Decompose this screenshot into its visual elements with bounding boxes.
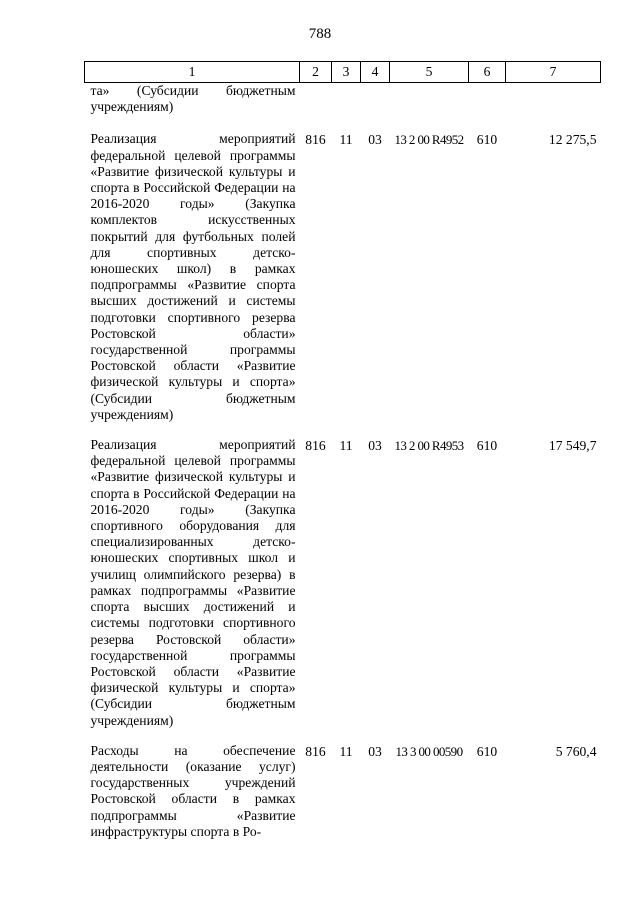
row-section-code: 11 — [339, 132, 353, 148]
row-amount: 12 275,5 — [548, 132, 597, 148]
row-target-article: 13 2 00 R4953 — [394, 438, 464, 454]
row-amount — [506, 83, 601, 132]
row-description: Расходы на обеспечение деятельности (оказание услуг) государственных учреждений Ростовской области в рамках подпрограммы «Развитие инфраструктуры спорта в Ро- — [90, 742, 296, 839]
row-ministry-code: 816 — [305, 438, 326, 454]
table-row — [85, 437, 601, 743]
row-expense-type: 610 — [476, 743, 498, 759]
row-target-article: 13 3 00 00590 — [395, 743, 463, 759]
row-description: Реализация мероприятий федеральной целевой программы «Развитие физической культуры и спорта в Российской Федерации на 2016-2020 годы» (Закупка комплектов искусственных покрытий для футбольных полей для спортивных детско-юношеских школ) в рамках подпрограммы «Развитие спорта высших достижений и системы подготовки спортивного резерва Ростовской области» государственной программы Ростовской области «Развитие физической культуры и спорта» (Субсидии бюджетным учреждениям) — [90, 131, 296, 422]
column-header-2: 2 — [300, 62, 332, 83]
table-row — [85, 131, 601, 437]
row-expense-type: 610 — [476, 132, 498, 148]
header-row — [85, 62, 601, 83]
column-header-4: 4 — [361, 62, 390, 83]
row-section-code: 11 — [339, 743, 353, 759]
row-expense-type: 610 — [476, 438, 498, 454]
row-subsection-code — [361, 83, 390, 132]
column-header-6: 6 — [469, 62, 506, 83]
table-row — [85, 743, 601, 840]
row-section-code: 11 — [339, 438, 353, 454]
row-ministry-code: 816 — [305, 132, 326, 148]
row-subsection-code: 03 — [368, 132, 382, 148]
row-subsection-code: 03 — [368, 438, 382, 454]
row-expense-type — [469, 83, 506, 132]
table-row — [85, 83, 601, 132]
page-number: 788 — [308, 26, 332, 42]
column-header-7: 7 — [506, 62, 601, 83]
row-ministry-code — [300, 83, 332, 132]
row-amount: 17 549,7 — [548, 438, 597, 454]
row-ministry-code: 816 — [305, 743, 326, 759]
column-header-5: 5 — [390, 62, 469, 83]
row-description: та» (Субсидии бюджетным учреждениям) — [90, 83, 296, 115]
row-amount: 5 760,4 — [555, 743, 597, 759]
row-description: Реализация мероприятий федеральной целевой программы «Развитие физической культуры и спорта в Российской Федерации на 2016-2020 годы» (Закупка спортивного оборудования для специализированных детско-юношеских спортивных школ и училищ олимпийского резерва) в рамках подпрограммы «Развитие спорта высших достижений и системы подготовки спортивного резерва Ростовской области» государственной программы Ростовской области «Развитие физической культуры и спорта» (Субсидии бюджетным учреждениям) — [90, 437, 296, 728]
row-section-code — [332, 83, 361, 132]
row-target-article — [390, 83, 469, 132]
row-target-article: 13 2 00 R4952 — [394, 132, 464, 148]
budget-table — [84, 61, 601, 840]
column-header-3: 3 — [332, 62, 361, 83]
column-header-1: 1 — [85, 62, 300, 83]
row-subsection-code: 03 — [368, 743, 382, 759]
